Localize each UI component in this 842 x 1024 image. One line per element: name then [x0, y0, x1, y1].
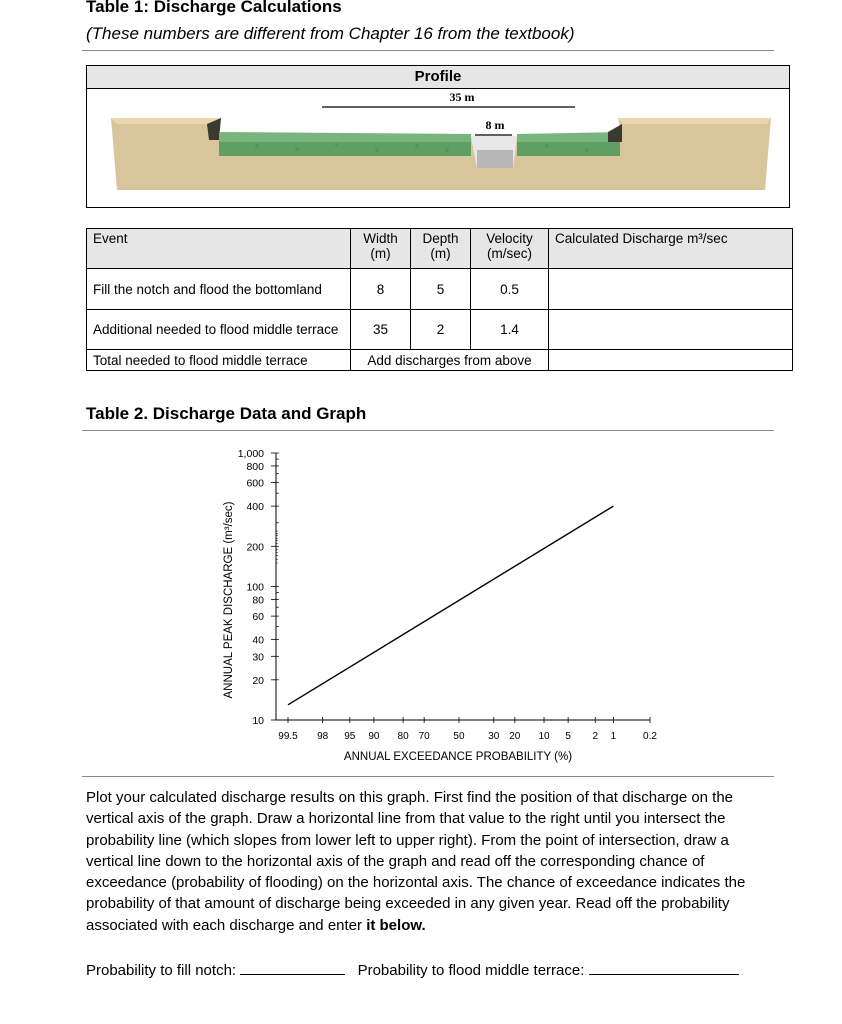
- y-tick-label: 80: [252, 594, 264, 607]
- width-35m-label: 35 m: [449, 90, 475, 104]
- row-width: 8: [351, 269, 411, 310]
- x-tick-label: 5: [565, 731, 571, 742]
- x-axis: [276, 717, 657, 742]
- profile-header: [87, 66, 789, 89]
- total-note: Add discharges from above: [351, 350, 549, 371]
- discharge-table: [86, 228, 793, 371]
- x-tick-label: 98: [317, 731, 329, 742]
- probability-line: [288, 506, 613, 705]
- row-velocity: 0.5: [471, 269, 549, 310]
- x-tick-label: 30: [488, 731, 500, 742]
- header-event: Event: [87, 229, 351, 269]
- divider: [82, 50, 774, 51]
- total-discharge-input[interactable]: [549, 350, 793, 371]
- table-row: [87, 310, 793, 350]
- x-tick-label: 0.2: [643, 731, 657, 742]
- y-tick-label: 200: [246, 541, 264, 554]
- x-tick-label: 99.5: [278, 731, 298, 742]
- answer-row: [86, 960, 786, 979]
- y-axis-label: ANNUAL PEAK DISCHARGE (m³/sec): [223, 501, 235, 699]
- header-velocity: Velocity (m/sec): [471, 229, 549, 269]
- y-tick-label: 30: [252, 651, 264, 664]
- divider: [82, 430, 774, 431]
- left-terrace: [111, 118, 221, 124]
- x-tick-label: 10: [538, 731, 550, 742]
- y-axis: [238, 448, 279, 727]
- row-velocity: 1.4: [471, 310, 549, 350]
- series: [288, 506, 613, 705]
- x-tick-label: 70: [418, 731, 430, 742]
- notch-probability-blank[interactable]: [240, 960, 345, 975]
- right-terrace: [618, 118, 771, 124]
- bottomland-right: [517, 142, 620, 156]
- instructions-paragraph: [86, 787, 776, 936]
- row-depth: 5: [411, 269, 471, 310]
- row-width: 35: [351, 310, 411, 350]
- y-tick-label: 100: [246, 581, 264, 594]
- x-tick-label: 2: [592, 731, 599, 742]
- row-discharge-input[interactable]: [549, 310, 793, 350]
- x-tick-label: 80: [397, 731, 409, 742]
- x-tick-label: 95: [344, 731, 356, 742]
- notch-probability-label: Probability to fill notch:: [86, 962, 237, 979]
- header-depth: Depth (m): [411, 229, 471, 269]
- y-tick-label: 40: [252, 634, 264, 647]
- y-tick-label: 10: [252, 715, 264, 727]
- row-discharge-input[interactable]: [549, 269, 793, 310]
- right-bank: [608, 124, 622, 142]
- instructions-text: Plot your calculated discharge results on this graph. First find the position of that discharge on the vertical axis of the graph. Draw a horizontal line from that value to the right until you intersect the probability line (which slopes from lower left to upper right). From the point of intersection, draw a vertical line down to the horizontal axis of the graph and read off the corresponding chance of exceedance (probability of flooding) on the horizontal axis. The chance of exceedance indicates the probability of that amount of discharge being exceeded in any given year. Read off the probability associated with each discharge and enter: [86, 789, 746, 934]
- y-tick-label: 1,000: [237, 448, 264, 460]
- terrace-probability-blank[interactable]: [589, 960, 739, 975]
- table1-subtitle: (These numbers are different from Chapter 16 from the textbook): [86, 24, 575, 43]
- discharge-probability-graph: [200, 440, 670, 765]
- row-depth: 2: [411, 310, 471, 350]
- x-tick-label: 90: [368, 731, 380, 742]
- x-tick-label: 1: [610, 731, 617, 742]
- divider: [82, 776, 774, 777]
- profile-title: Profile: [414, 68, 462, 85]
- row-event: Fill the notch and flood the bottomland: [87, 269, 351, 310]
- profile-figure: [86, 65, 790, 208]
- y-tick-label: 20: [252, 674, 264, 687]
- x-axis-label: ANNUAL EXCEEDANCE PROBABILITY (%): [343, 751, 573, 763]
- table2-title: Table 2. Discharge Data and Graph: [86, 404, 367, 423]
- width-8m-label: 8 m: [485, 118, 505, 132]
- y-tick-label: 800: [246, 460, 264, 473]
- row-event: Additional needed to flood middle terrace: [87, 310, 351, 350]
- terrace-probability-label: Probability to flood middle terrace:: [357, 962, 585, 979]
- x-tick-label: 20: [509, 731, 521, 742]
- table-row: [87, 269, 793, 310]
- y-tick-label: 600: [246, 477, 264, 490]
- y-tick-label: 60: [252, 611, 264, 624]
- table-row-total: [87, 350, 793, 371]
- notch-floor: [477, 150, 513, 168]
- channel-profile-illustration: [87, 88, 789, 206]
- total-event: Total needed to flood middle terrace: [87, 350, 351, 371]
- x-tick-label: 50: [453, 731, 465, 742]
- instructions-bold: it below.: [366, 916, 426, 934]
- table1-title: Table 1: Discharge Calculations: [86, 0, 342, 16]
- table-header-row: [87, 229, 793, 269]
- header-discharge: Calculated Discharge m³/sec: [549, 229, 793, 269]
- header-width: Width (m): [351, 229, 411, 269]
- y-tick-label: 400: [246, 501, 264, 514]
